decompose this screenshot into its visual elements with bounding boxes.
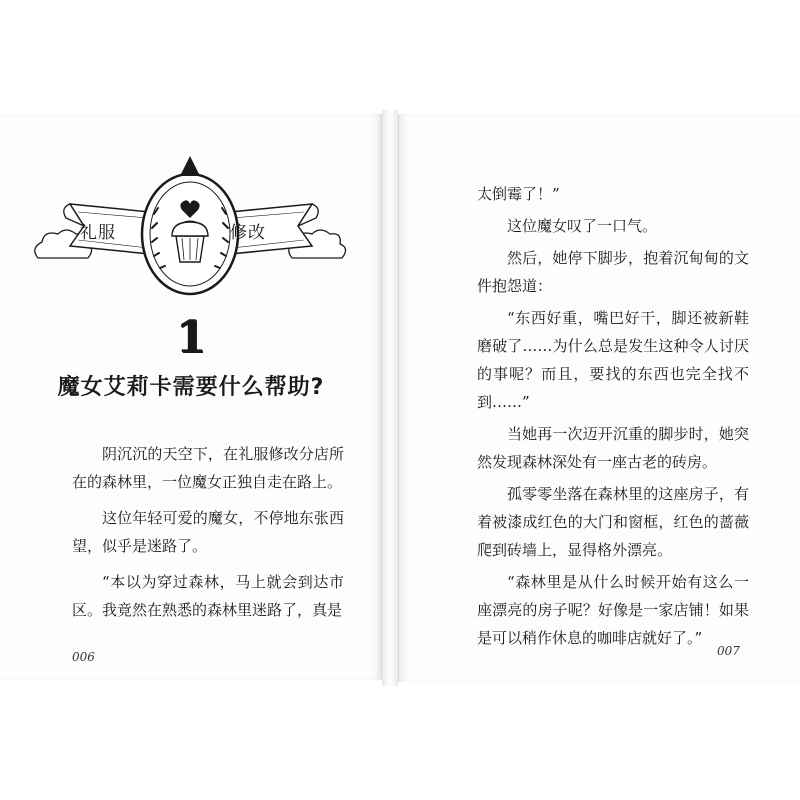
- banner-label-right: 修改: [230, 223, 266, 243]
- paragraph: 阴沉沉的天空下，在礼服修改分店所在的森林里，一位魔女正独自走在路上。: [72, 445, 344, 491]
- chapter-title: 魔女艾莉卡需要什么帮助?: [57, 375, 325, 400]
- paragraph: 孤零零坐落在森林里的这座房子，有着被漆成红色的大门和窗框，红色的蔷薇爬到砖墙上，显得格外漂亮。: [477, 485, 749, 559]
- paragraph: “东西好重，嘴巴好干，脚还被新鞋磨破了……为什么总是发生这种令人讨厌的事呢？而且，要找的东西也完全找不到……”: [477, 309, 749, 411]
- ribbon-cupcake-icon: [30, 154, 350, 304]
- paragraph: “本以为穿过森林，马上就会到达市区。我竟然在熟悉的森林里迷路了，真是: [72, 573, 344, 619]
- right-page-body: [477, 180, 749, 652]
- left-page-body: [72, 440, 344, 624]
- paragraph: 太倒霉了！”: [477, 185, 560, 203]
- book-gutter: [382, 110, 398, 686]
- paragraph: 这位魔女叹了一口气。: [507, 217, 658, 235]
- page-number-left: 006: [72, 650, 95, 664]
- chapter-number: 1: [175, 312, 207, 363]
- page-number-right: 007: [717, 644, 740, 658]
- paragraph: 这位年轻可爱的魔女，不停地东张西望，似乎是迷路了。: [72, 509, 344, 555]
- chapter-banner-illustration: [30, 154, 350, 304]
- left-page: [0, 114, 382, 680]
- paragraph: 然后，她停下脚步，抱着沉甸甸的文件抱怨道：: [477, 249, 749, 295]
- banner-label-left: 礼服: [80, 223, 116, 243]
- paragraph: 当她再一次迈开沉重的脚步时，她突然发现森林深处有一座古老的砖房。: [477, 425, 749, 471]
- right-page: [398, 114, 800, 682]
- paragraph: “森林里是从什么时候开始有这么一座漂亮的房子呢？好像是一家店铺！如果是可以稍作休息的咖啡店就好了。”: [477, 573, 749, 647]
